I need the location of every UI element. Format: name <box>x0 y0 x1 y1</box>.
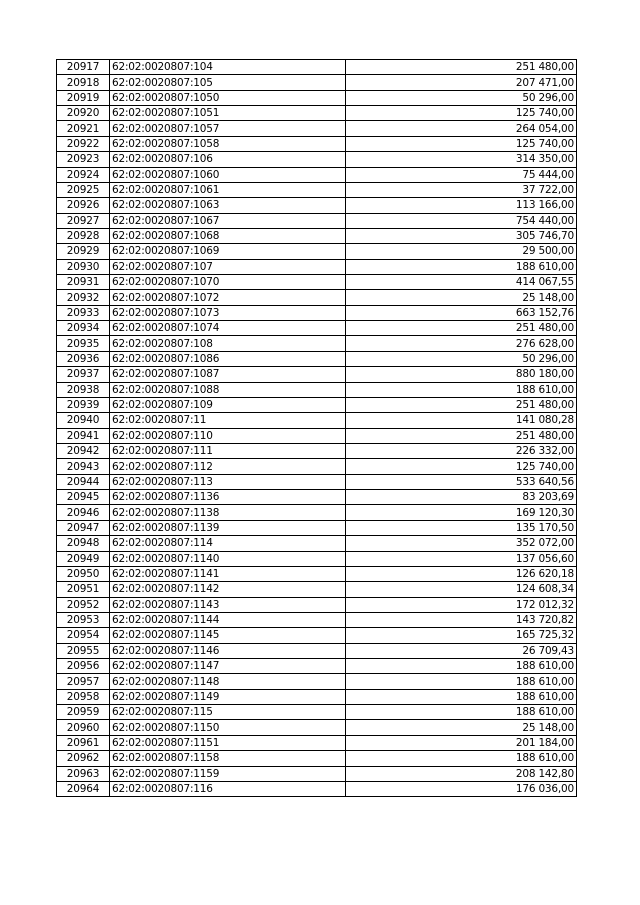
cadastral-value-cell: 135 170,50 <box>346 520 577 535</box>
table-row <box>57 735 577 750</box>
row-number-cell: 20963 <box>57 766 110 781</box>
cadastral-value-cell: 125 740,00 <box>346 459 577 474</box>
cadastral-value-cell: 137 056,60 <box>346 551 577 566</box>
cadastral-value-cell: 533 640,56 <box>346 474 577 489</box>
cadastral-number-cell: 62:02:0020807:1051 <box>110 106 346 121</box>
cadastral-number-cell: 62:02:0020807:1145 <box>110 628 346 643</box>
row-number-cell: 20923 <box>57 152 110 167</box>
cadastral-number-cell: 62:02:0020807:1148 <box>110 674 346 689</box>
table-row <box>57 628 577 643</box>
table-row <box>57 490 577 505</box>
cadastral-value-cell: 314 350,00 <box>346 152 577 167</box>
row-number-cell: 20958 <box>57 689 110 704</box>
cadastral-value-cell: 188 610,00 <box>346 751 577 766</box>
table-row <box>57 474 577 489</box>
cadastral-value-cell: 113 166,00 <box>346 198 577 213</box>
table-row <box>57 612 577 627</box>
cadastral-number-cell: 62:02:0020807:1087 <box>110 367 346 382</box>
row-number-cell: 20946 <box>57 505 110 520</box>
cadastral-number-cell: 62:02:0020807:1050 <box>110 90 346 105</box>
row-number-cell: 20941 <box>57 428 110 443</box>
row-number-cell: 20945 <box>57 490 110 505</box>
row-number-cell: 20956 <box>57 659 110 674</box>
cadastral-number-cell: 62:02:0020807:109 <box>110 397 346 412</box>
cadastral-number-cell: 62:02:0020807:1141 <box>110 566 346 581</box>
row-number-cell: 20936 <box>57 351 110 366</box>
row-number-cell: 20957 <box>57 674 110 689</box>
cadastral-number-cell: 62:02:0020807:1088 <box>110 382 346 397</box>
cadastral-number-cell: 62:02:0020807:1142 <box>110 582 346 597</box>
cadastral-value-cell: 188 610,00 <box>346 674 577 689</box>
cadastral-value-cell: 208 142,80 <box>346 766 577 781</box>
cadastral-value-cell: 165 725,32 <box>346 628 577 643</box>
row-number-cell: 20962 <box>57 751 110 766</box>
table-row <box>57 121 577 136</box>
table-row <box>57 459 577 474</box>
table-row <box>57 505 577 520</box>
table-row <box>57 566 577 581</box>
cadastral-value-cell: 25 148,00 <box>346 290 577 305</box>
cadastral-number-cell: 62:02:0020807:111 <box>110 443 346 458</box>
table-row <box>57 674 577 689</box>
cadastral-value-cell: 754 440,00 <box>346 213 577 228</box>
cadastral-number-cell: 62:02:0020807:104 <box>110 60 346 75</box>
cadastral-number-cell: 62:02:0020807:1144 <box>110 612 346 627</box>
cadastral-number-cell: 62:02:0020807:1074 <box>110 321 346 336</box>
table-row <box>57 413 577 428</box>
table-row <box>57 136 577 151</box>
cadastral-number-cell: 62:02:0020807:1151 <box>110 735 346 750</box>
row-number-cell: 20920 <box>57 106 110 121</box>
row-number-cell: 20942 <box>57 443 110 458</box>
row-number-cell: 20934 <box>57 321 110 336</box>
cadastral-number-cell: 62:02:0020807:1068 <box>110 228 346 243</box>
row-number-cell: 20926 <box>57 198 110 213</box>
row-number-cell: 20938 <box>57 382 110 397</box>
cadastral-number-cell: 62:02:0020807:108 <box>110 336 346 351</box>
table-row <box>57 705 577 720</box>
cadastral-value-cell: 251 480,00 <box>346 60 577 75</box>
cadastral-value-cell: 37 722,00 <box>346 182 577 197</box>
table-row <box>57 643 577 658</box>
cadastral-value-cell: 663 152,76 <box>346 305 577 320</box>
table-row <box>57 106 577 121</box>
table-row <box>57 60 577 75</box>
cadastral-number-cell: 62:02:0020807:115 <box>110 705 346 720</box>
table-row <box>57 290 577 305</box>
cadastral-value-cell: 25 148,00 <box>346 720 577 735</box>
row-number-cell: 20924 <box>57 167 110 182</box>
table-row <box>57 781 577 796</box>
cadastral-number-cell: 62:02:0020807:1069 <box>110 244 346 259</box>
table-row <box>57 182 577 197</box>
cadastral-value-cell: 75 444,00 <box>346 167 577 182</box>
table-row <box>57 198 577 213</box>
table-row <box>57 428 577 443</box>
row-number-cell: 20929 <box>57 244 110 259</box>
cadastral-value-cell: 176 036,00 <box>346 781 577 796</box>
table-row <box>57 244 577 259</box>
row-number-cell: 20931 <box>57 275 110 290</box>
cadastral-value-cell: 188 610,00 <box>346 689 577 704</box>
cadastral-value-cell: 141 080,28 <box>346 413 577 428</box>
row-number-cell: 20947 <box>57 520 110 535</box>
cadastral-value-cell: 125 740,00 <box>346 106 577 121</box>
cadastral-value-cell: 251 480,00 <box>346 428 577 443</box>
row-number-cell: 20932 <box>57 290 110 305</box>
cadastral-number-cell: 62:02:0020807:1057 <box>110 121 346 136</box>
row-number-cell: 20939 <box>57 397 110 412</box>
row-number-cell: 20921 <box>57 121 110 136</box>
table-row <box>57 275 577 290</box>
cadastral-number-cell: 62:02:0020807:1159 <box>110 766 346 781</box>
row-number-cell: 20950 <box>57 566 110 581</box>
row-number-cell: 20961 <box>57 735 110 750</box>
cadastral-number-cell: 62:02:0020807:1063 <box>110 198 346 213</box>
cadastral-number-cell: 62:02:0020807:1138 <box>110 505 346 520</box>
table-row <box>57 766 577 781</box>
cadastral-number-cell: 62:02:0020807:1061 <box>110 182 346 197</box>
cadastral-number-cell: 62:02:0020807:1067 <box>110 213 346 228</box>
cadastral-number-cell: 62:02:0020807:1146 <box>110 643 346 658</box>
table-row <box>57 397 577 412</box>
table-row <box>57 75 577 90</box>
cadastral-number-cell: 62:02:0020807:11 <box>110 413 346 428</box>
table-row <box>57 259 577 274</box>
table-row <box>57 551 577 566</box>
row-number-cell: 20930 <box>57 259 110 274</box>
table-row <box>57 689 577 704</box>
cadastral-value-cell: 226 332,00 <box>346 443 577 458</box>
row-number-cell: 20953 <box>57 612 110 627</box>
row-number-cell: 20925 <box>57 182 110 197</box>
table-row <box>57 720 577 735</box>
table-row <box>57 382 577 397</box>
row-number-cell: 20933 <box>57 305 110 320</box>
row-number-cell: 20952 <box>57 597 110 612</box>
table-row <box>57 167 577 182</box>
table-body <box>57 60 577 797</box>
cadastral-value-cell: 169 120,30 <box>346 505 577 520</box>
cadastral-value-cell: 264 054,00 <box>346 121 577 136</box>
cadastral-number-cell: 62:02:0020807:1058 <box>110 136 346 151</box>
cadastral-number-cell: 62:02:0020807:1070 <box>110 275 346 290</box>
table-row <box>57 213 577 228</box>
table-row <box>57 443 577 458</box>
cadastral-number-cell: 62:02:0020807:114 <box>110 536 346 551</box>
cadastral-value-cell: 207 471,00 <box>346 75 577 90</box>
cadastral-number-cell: 62:02:0020807:106 <box>110 152 346 167</box>
table-row <box>57 336 577 351</box>
row-number-cell: 20944 <box>57 474 110 489</box>
cadastral-number-cell: 62:02:0020807:1149 <box>110 689 346 704</box>
cadastral-number-cell: 62:02:0020807:105 <box>110 75 346 90</box>
cadastral-value-cell: 143 720,82 <box>346 612 577 627</box>
row-number-cell: 20959 <box>57 705 110 720</box>
cadastral-value-cell: 276 628,00 <box>346 336 577 351</box>
table-row <box>57 305 577 320</box>
row-number-cell: 20918 <box>57 75 110 90</box>
row-number-cell: 20940 <box>57 413 110 428</box>
table-row <box>57 536 577 551</box>
cadastral-value-cell: 50 296,00 <box>346 90 577 105</box>
cadastral-number-cell: 62:02:0020807:107 <box>110 259 346 274</box>
cadastral-value-cell: 880 180,00 <box>346 367 577 382</box>
row-number-cell: 20955 <box>57 643 110 658</box>
row-number-cell: 20937 <box>57 367 110 382</box>
table-row <box>57 582 577 597</box>
cadastral-number-cell: 62:02:0020807:1060 <box>110 167 346 182</box>
cadastral-number-cell: 62:02:0020807:1140 <box>110 551 346 566</box>
cadastral-value-cell: 251 480,00 <box>346 321 577 336</box>
cadastral-number-cell: 62:02:0020807:1150 <box>110 720 346 735</box>
row-number-cell: 20922 <box>57 136 110 151</box>
cadastral-number-cell: 62:02:0020807:1072 <box>110 290 346 305</box>
cadastral-value-cell: 125 740,00 <box>346 136 577 151</box>
row-number-cell: 20917 <box>57 60 110 75</box>
cadastral-value-cell: 414 067,55 <box>346 275 577 290</box>
row-number-cell: 20927 <box>57 213 110 228</box>
cadastral-number-cell: 62:02:0020807:116 <box>110 781 346 796</box>
row-number-cell: 20960 <box>57 720 110 735</box>
cadastral-number-cell: 62:02:0020807:1073 <box>110 305 346 320</box>
cadastral-value-cell: 305 746,70 <box>346 228 577 243</box>
table-row <box>57 351 577 366</box>
cadastral-value-cell: 124 608,34 <box>346 582 577 597</box>
cadastral-value-cell: 83 203,69 <box>346 490 577 505</box>
row-number-cell: 20954 <box>57 628 110 643</box>
row-number-cell: 20919 <box>57 90 110 105</box>
cadastral-number-cell: 62:02:0020807:112 <box>110 459 346 474</box>
row-number-cell: 20964 <box>57 781 110 796</box>
table-row <box>57 659 577 674</box>
cadastral-number-cell: 62:02:0020807:110 <box>110 428 346 443</box>
cadastral-value-cell: 251 480,00 <box>346 397 577 412</box>
cadastral-number-cell: 62:02:0020807:1147 <box>110 659 346 674</box>
cadastral-number-cell: 62:02:0020807:1136 <box>110 490 346 505</box>
cadastral-value-cell: 188 610,00 <box>346 705 577 720</box>
cadastral-number-cell: 62:02:0020807:1139 <box>110 520 346 535</box>
row-number-cell: 20935 <box>57 336 110 351</box>
cadastral-value-cell: 29 500,00 <box>346 244 577 259</box>
cadastral-value-table <box>56 59 577 797</box>
table-row <box>57 228 577 243</box>
table-row <box>57 367 577 382</box>
cadastral-value-cell: 188 610,00 <box>346 382 577 397</box>
cadastral-number-cell: 62:02:0020807:1086 <box>110 351 346 366</box>
cadastral-value-cell: 352 072,00 <box>346 536 577 551</box>
cadastral-value-cell: 172 012,32 <box>346 597 577 612</box>
row-number-cell: 20928 <box>57 228 110 243</box>
table-row <box>57 321 577 336</box>
cadastral-value-cell: 126 620,18 <box>346 566 577 581</box>
table-row <box>57 520 577 535</box>
table-row <box>57 90 577 105</box>
table-row <box>57 597 577 612</box>
cadastral-value-cell: 26 709,43 <box>346 643 577 658</box>
cadastral-number-cell: 62:02:0020807:113 <box>110 474 346 489</box>
cadastral-value-cell: 50 296,00 <box>346 351 577 366</box>
cadastral-value-cell: 188 610,00 <box>346 659 577 674</box>
row-number-cell: 20943 <box>57 459 110 474</box>
row-number-cell: 20949 <box>57 551 110 566</box>
row-number-cell: 20951 <box>57 582 110 597</box>
cadastral-number-cell: 62:02:0020807:1158 <box>110 751 346 766</box>
cadastral-number-cell: 62:02:0020807:1143 <box>110 597 346 612</box>
cadastral-value-cell: 201 184,00 <box>346 735 577 750</box>
cadastral-value-cell: 188 610,00 <box>346 259 577 274</box>
table-row <box>57 152 577 167</box>
row-number-cell: 20948 <box>57 536 110 551</box>
table-row <box>57 751 577 766</box>
